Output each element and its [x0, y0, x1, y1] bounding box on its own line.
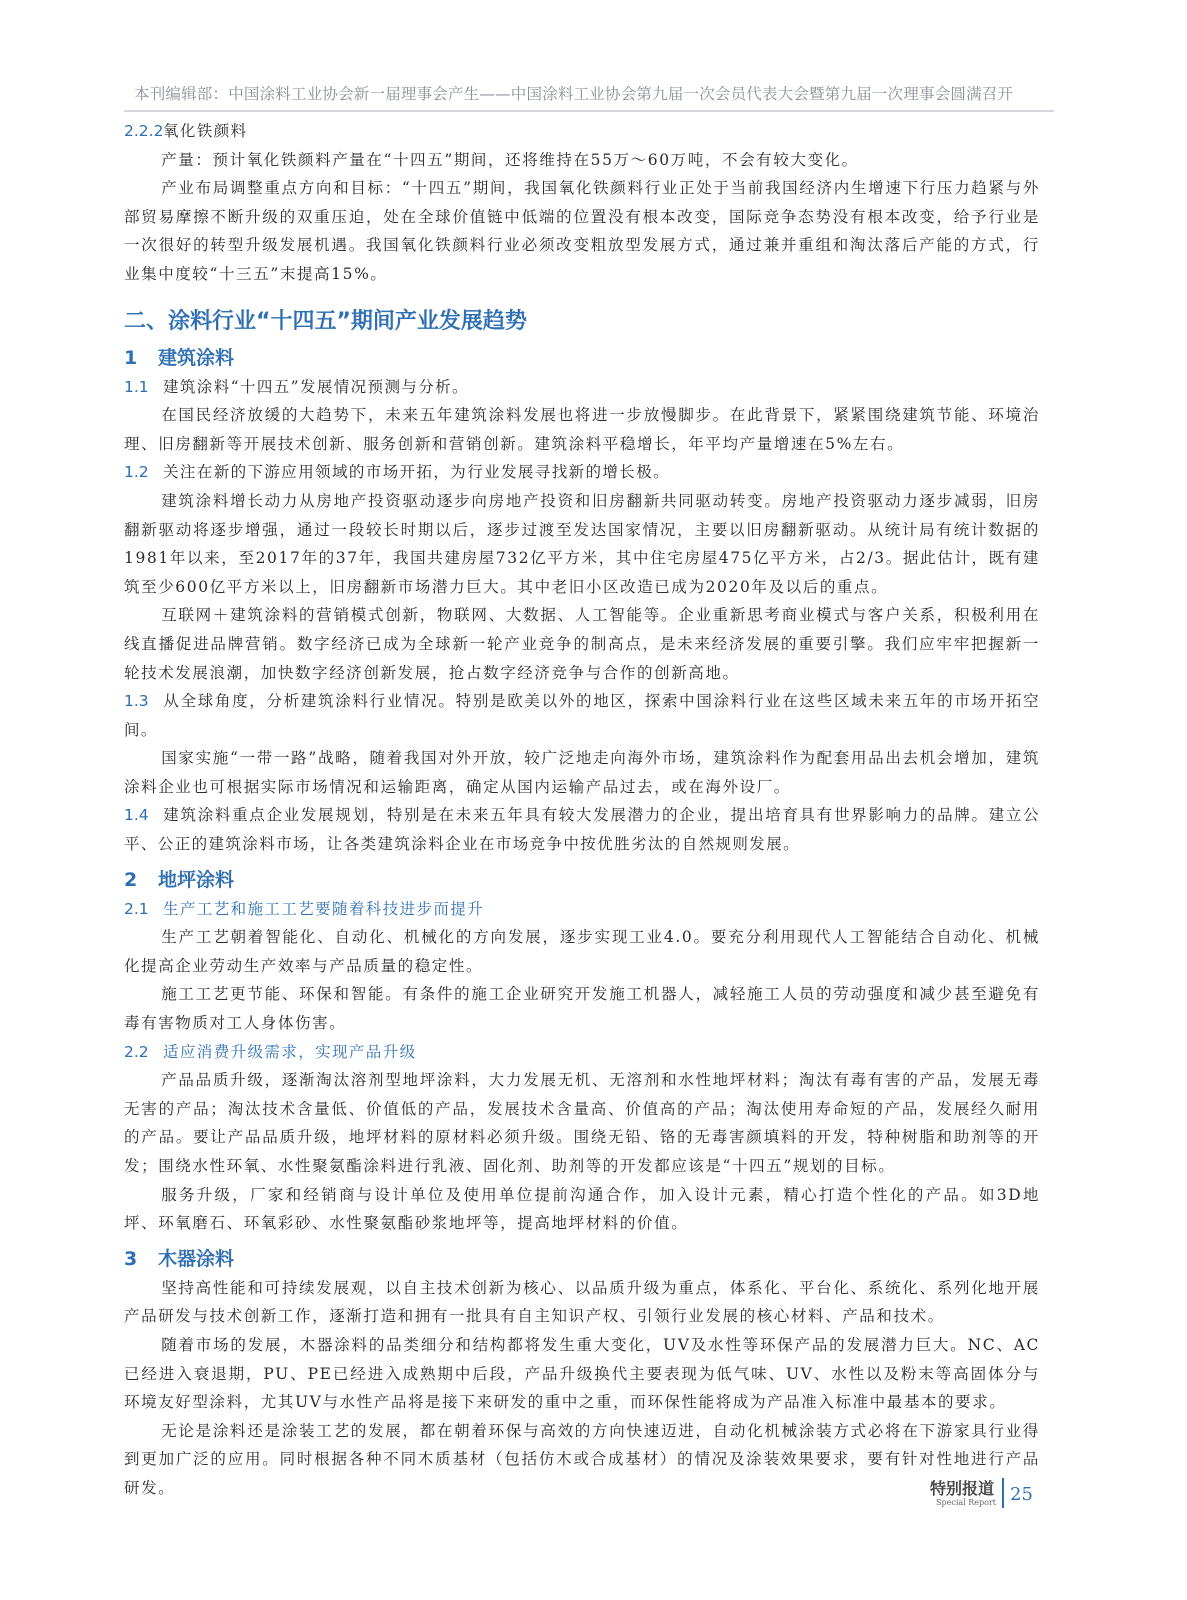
paragraph: 产业布局调整重点方向和目标：“十四五”期间，我国氧化铁颜料行业正处于当前我国经济内生增速下行压力趋紧与外部贸易摩擦不断升级的双重压迫，处在全球价值链中低端的位置没有根本改变，国际竞争态势没有根本改变，给予行业是一次很好的转型升级发展机遇。我国氧化铁颜料行业必须改变粗放型发展方式，通过兼并重组和淘汰落后产能的方式，行业集中度较“十三五”末提高15%。	[124, 179, 1040, 283]
heading-number: 1	[124, 346, 138, 369]
heading-text: 建筑涂料重点企业发展规划，特别是在未来五年具有较大发展潜力的企业，提出培育具有世界影响力的品牌。建立公平、公正的建筑涂料市场，让各类建筑涂料企业在市场竞争中按优胜劣汰的自然规则发展。	[124, 806, 1040, 854]
heading-number: 1.4	[124, 806, 149, 825]
numbered-heading	[124, 373, 1040, 402]
heading-text: 从全球角度，分析建筑涂料行业情况。特别是欧美以外的地区，探索中国涂料行业在这些区域未来五年的市场开拓空间。	[124, 692, 1040, 739]
heading-number: 2.1	[124, 899, 149, 918]
paragraph: 互联网＋建筑涂料的营销模式创新，物联网、大数据、人工智能等。企业重新思考商业模式与客户关系，积极利用在线直播促进品牌营销。数字经济已成为全球新一轮产业竞争的制高点，是未来经济发展的重要引擎。我们应牢牢把握新一轮技术发展浪潮，加快数字经济创新发展，抢占数字经济竞争与合作的创新高地。	[124, 606, 1040, 682]
heading-text: 关注在新的下游应用领域的市场开拓，为行业发展寻找新的增长极。	[163, 463, 671, 482]
subsection-heading	[124, 1244, 1040, 1274]
subsection-heading	[124, 343, 1040, 373]
heading-text: 生产工艺和施工工艺要随着科技进步而提升	[163, 899, 485, 918]
footer-section-title: 特别报道	[930, 1479, 995, 1498]
numbered-heading	[124, 895, 1040, 924]
paragraph: 随着市场的发展，木器涂料的品类细分和结构都将发生重大变化，UV及水性等环保产品的发展潜力巨大。NC、AC已经进入衰退期，PU、PE已经进入成熟期中后段，产品升级换代主要表现为低气味、UV、水性以及粉末等高固体分与环境友好型涂料，尤其UV与水性产品将是接下来研发的重中之重，而环保性能将成为产品准入标准中最基本的要求。	[124, 1335, 1040, 1412]
heading-number: 2.2	[124, 1042, 149, 1061]
heading-number: 1.1	[124, 377, 149, 396]
numbered-heading	[124, 801, 1040, 858]
page-number: 25	[1010, 1484, 1033, 1505]
heading-number: 1.2	[124, 463, 149, 482]
heading-text: 氧化铁颜料	[163, 122, 248, 140]
numbered-heading	[124, 117, 1040, 146]
numbered-heading	[124, 1038, 1040, 1067]
subsection-heading	[124, 865, 1040, 895]
heading-number: 2	[124, 868, 138, 891]
heading-number: 1.3	[124, 692, 149, 711]
heading-text: 建筑涂料“十四五”发展情况预测与分析。	[163, 377, 469, 396]
numbered-heading	[124, 687, 1040, 744]
running-header: 本刊编辑部：中国涂料工业协会新一届理事会产生——中国涂料工业协会第九届一次会员代表大会暨第九届一次理事会圆满召开	[134, 85, 1014, 103]
paragraph: 生产工艺朝着智能化、自动化、机械化的方向发展，逐步实现工业4.0。要充分利用现代人工智能结合自动化、机械化提高企业劳动生产效率与产品质量的稳定性。	[124, 928, 1040, 975]
heading-number: 3	[124, 1247, 138, 1270]
header-divider	[124, 110, 1054, 112]
paragraph: 建筑涂料增长动力从房地产投资驱动逐步向房地产投资和旧房翻新共同驱动转变。房地产投资驱动力逐步减弱，旧房翻新驱动将逐步增强，通过一段较长时期以后，逐步过渡至发达国家情况，主要以旧房翻新驱动。从统计局有统计数据的1981年以来，至2017年的37年，我国共建房屋732亿平方米，其中住宅房屋475亿平方米，占2/3。据此估计，既有建筑至少600亿平方米以上，旧房翻新市场潜力巨大。其中老旧小区改造已成为2020年及以后的重点。	[124, 491, 1040, 596]
heading-text: 木器涂料	[158, 1247, 235, 1270]
paragraph: 服务升级，厂家和经销商与设计单位及使用单位提前沟通合作，加入设计元素，精心打造个性化的产品。如3D地坪、环氧磨石、环氧彩砂、水性聚氨酯砂浆地坪等，提高地坪材料的价值。	[124, 1185, 1040, 1233]
article-body	[124, 117, 1040, 1503]
footer-section-subtitle: Special Report	[936, 1498, 996, 1507]
heading-number: 2.2.2	[124, 122, 164, 140]
heading-text: 地坪涂料	[158, 868, 235, 891]
heading-text: 适应消费升级需求，实现产品升级	[163, 1042, 417, 1061]
numbered-heading	[124, 458, 1040, 487]
paragraph: 产品品质升级，逐渐淘汰溶剂型地坪涂料，大力发展无机、无溶剂和水性地坪材料；淘汰有毒有害的产品，发展无毒无害的产品；淘汰技术含量低、价值低的产品，发展技术含量高、价值高的产品；淘汰使用寿命短的产品，发展经久耐用的产品。要让产品品质升级，地坪材料的原材料必须升级。围绕无铅、铬的无毒害颜填料的开发，特种树脂和助剂等的开发；围绕水性环氧、水性聚氨酯涂料进行乳液、固化剂、助剂等的开发都应该是“十四五”规划的目标。	[124, 1071, 1040, 1175]
paragraph: 坚持高性能和可持续发展观，以自主技术创新为核心、以品质升级为重点，体系化、平台化、系统化、系列化地开展产品研发与技术创新工作，逐渐打造和拥有一批具有自主知识产权、引领行业发展的核心材料、产品和技术。	[124, 1278, 1040, 1326]
footer-divider	[1002, 1478, 1004, 1508]
paragraph: 国家实施“一带一路”战略，随着我国对外开放，较广泛地走向海外市场，建筑涂料作为配套用品出去机会增加，建筑涂料企业也可根据实际市场情况和运输距离，确定从国内运输产品过去，或在海外设厂。	[124, 749, 1040, 796]
paragraph: 在国民经济放缓的大趋势下，未来五年建筑涂料发展也将进一步放慢脚步。在此背景下，紧紧围绕建筑节能、环境治理、旧房翻新等开展技术创新、服务创新和营销创新。建筑涂料平稳增长，年平均产量增速在5%左右。	[124, 406, 1040, 453]
heading-text: 建筑涂料	[158, 346, 235, 369]
section-heading: 二、涂料行业“十四五”期间产业发展趋势	[124, 308, 527, 334]
paragraph: 施工工艺更节能、环保和智能。有条件的施工企业研究开发施工机器人，减轻施工人员的劳动强度和减少甚至避免有毒有害物质对工人身体伤害。	[124, 985, 1040, 1033]
paragraph: 无论是涂料还是涂装工艺的发展，都在朝着环保与高效的方向快速迈进，自动化机械涂装方式必将在下游家具行业得到更加广泛的应用。同时根据各种不同木质基材（包括仿木或合成基材）的情况及涂装效果要求，要有针对性地进行产品研发。	[124, 1421, 1040, 1497]
paragraph: 产量：预计氧化铁颜料产量在“十四五”期间，还将维持在55万～60万吨，不会有较大变化。	[161, 150, 859, 169]
